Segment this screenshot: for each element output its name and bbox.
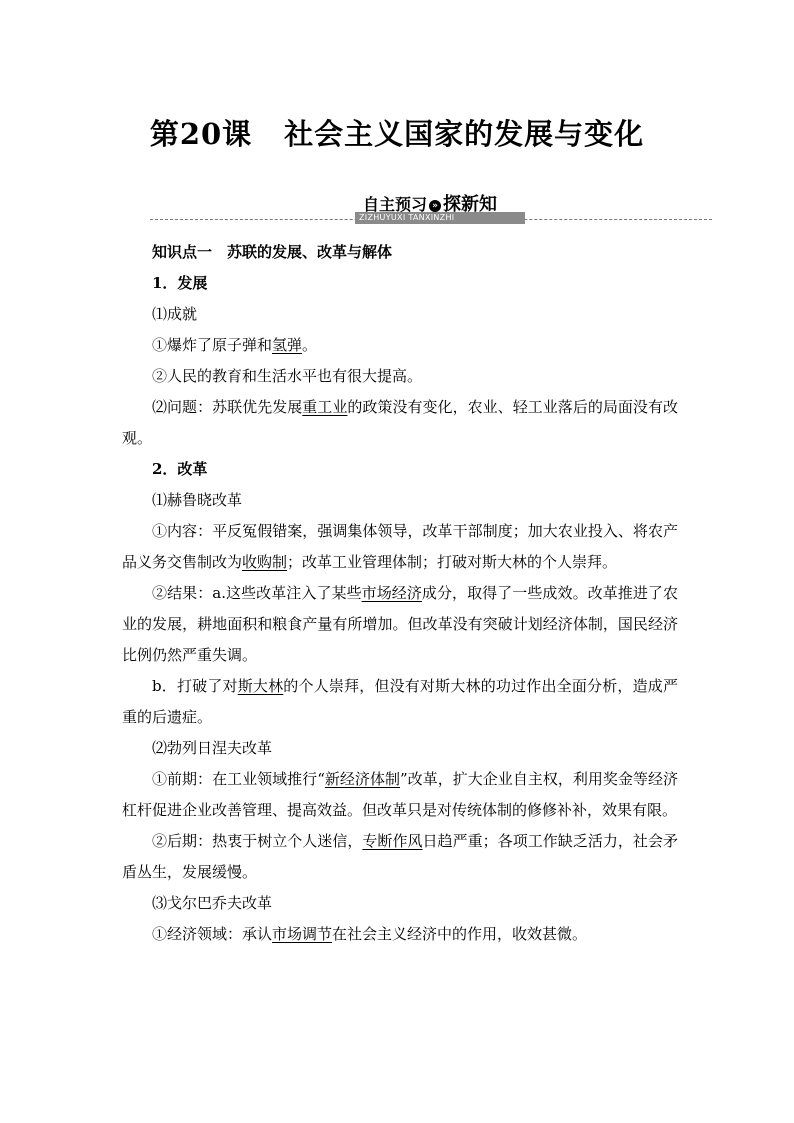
page-title (0, 112, 794, 153)
banner-label (355, 190, 535, 226)
blank-answer: 收购制 (242, 553, 288, 571)
section-development: 1．发展 (152, 274, 208, 292)
banner-romanized: ZIZHUYUXI TANXINZHI (359, 213, 455, 222)
paragraph: ①前期：在工业领域推行“新经济体制”改革，扩大企业自主权，利用奖金等经济杠杆促进企业改善管理、提高效益。但改革只是对传统体制的修修补补，效果有限。 (122, 770, 678, 819)
blank-answer: 市场经济 (361, 584, 422, 602)
blank-answer: 斯大林 (237, 677, 284, 695)
paragraph: ①经济领域：承认市场调节在社会主义经济中的作用，收效甚微。 (152, 925, 588, 943)
paragraph: b．打破了对斯大林的个人崇拜，但没有对斯大林的功过作出全面分析，造成严重的后遗症。 (122, 677, 678, 726)
subsection-achievements: ⑴成就 (152, 305, 198, 323)
paragraph: ①爆炸了原子弹和氢弹。 (152, 336, 318, 354)
arrow-icon: » (429, 200, 441, 212)
banner-label-a: 自主预习 (363, 195, 428, 214)
paragraph: ②人民的教育和生活水平也有很大提高。 (152, 367, 423, 385)
paragraph: ⑵问题：苏联优先发展重工业的政策没有变化，农业、轻工业落后的局面没有改观。 (122, 398, 678, 447)
blank-answer: 专断作风 (362, 832, 423, 850)
banner-title (363, 190, 497, 216)
subsection-brezhnev: ⑵勃列日涅夫改革 (152, 739, 273, 757)
lesson-number: 第20课 (149, 117, 253, 151)
knowledge-point-heading: 知识点一 苏联的发展、改革与解体 (152, 243, 393, 261)
subsection-gorbachev: ⑶戈尔巴乔夫改革 (152, 894, 273, 912)
blank-answer: 氢弹 (272, 336, 303, 354)
section-reform: 2．改革 (152, 460, 208, 478)
subsection-khrushchev: ⑴赫鲁晓改革 (152, 491, 243, 509)
blank-answer: 新经济体制 (324, 770, 400, 788)
paragraph: ②结果：a.这些改革注入了某些市场经济成分，取得了一些成效。改革推进了农业的发展，耕地面积和粮食产量有所增加。但改革没有突破计划经济体制，国民经济比例仍然严重失调。 (122, 584, 678, 664)
paragraph: ②后期：热衷于树立个人迷信，专断作风日趋严重；各项工作缺乏活力，社会矛盾丛生，发展缓慢。 (122, 832, 678, 881)
banner-label-b: 探新知 (443, 194, 498, 215)
lesson-content (122, 237, 678, 950)
blank-answer: 市场调节 (272, 925, 333, 943)
blank-answer: 重工业 (302, 398, 348, 416)
paragraph: ①内容：平反冤假错案，强调集体领导，改革干部制度；加大农业投入、将农产品义务交售制改为收购制；改革工业管理体制；打破对斯大林的个人崇拜。 (122, 522, 678, 571)
section-banner (150, 190, 712, 226)
lesson-topic: 社会主义国家的发展与变化 (284, 117, 645, 151)
